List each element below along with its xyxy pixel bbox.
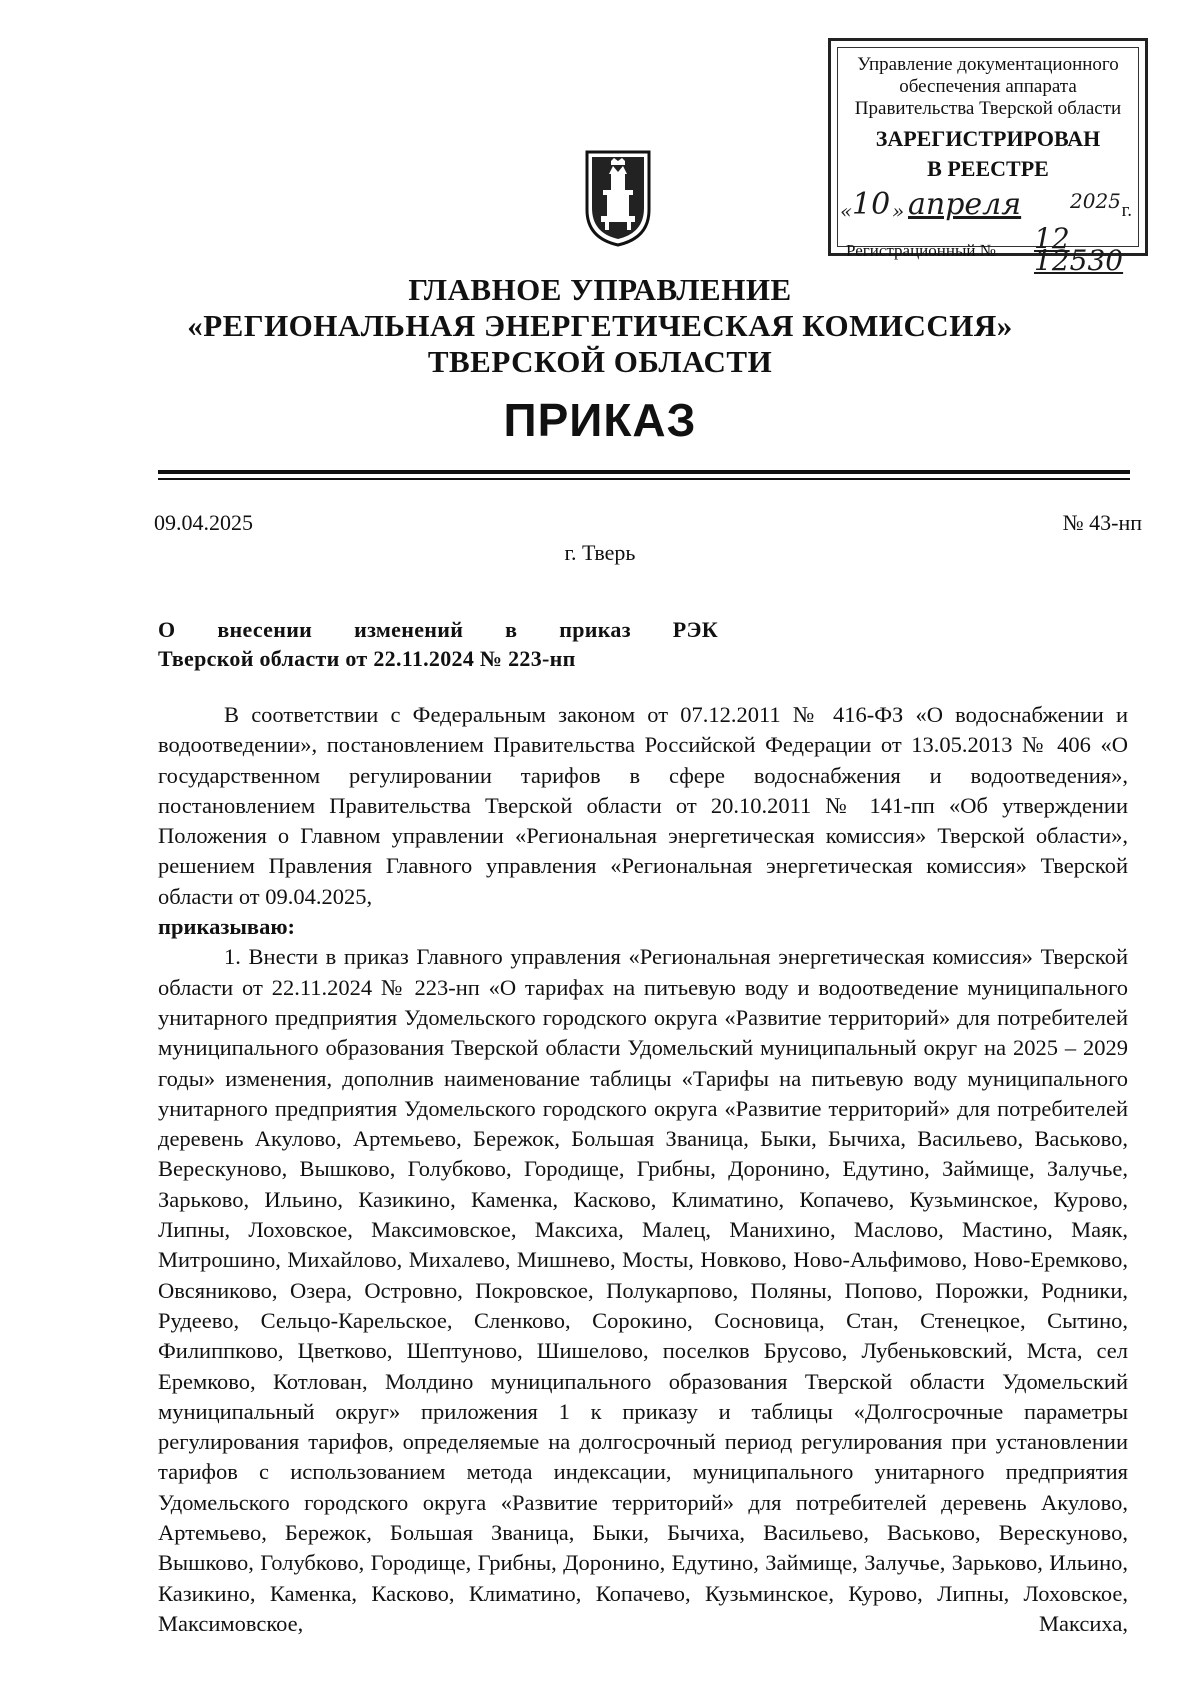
stamp-line-1: Управление документационного	[857, 54, 1119, 75]
body-preamble: В соответствии с Федеральным законом от 07.12.2011 № 416-ФЗ «О водоснабжении и водоотведении», постановлением Правительства Российской Федерации от 13.05.2013 № 406 «О государственном регулировании тарифов в сфере водоснабжения и водоотведения», постановлением Правительства Тверской области от 20.10.2011 № 141-пп «Об утверждении Положения о Главном управлении «Региональная энергетическая комиссия» Тверской области», решением Правления Главного управления «Региональная энергетическая комиссия» Тверской области от 09.04.2025,	[158, 702, 1128, 909]
stamp-reg-number: 12 12530	[1034, 222, 1124, 277]
document-body	[158, 700, 1128, 1639]
body-item-1: 1. Внести в приказ Главного управления «Региональная энергетическая комиссия» Тверской области от 22.11.2024 № 223-нп «О тарифах на питьевую воду и водоотведение муниципального унитарного предприятия Удомельского городского округа «Развитие территорий» для потребителей муниципального образования Тверской области Удомельский муниципальный округ на 2025 – 2029 годы» изменения, дополнив наименование таблицы «Тарифы на питьевую воду муниципального унитарного предприятия Удомельского городского округа «Развитие территорий» для потребителей деревень Акулово, Артемьево, Бережок, Большая Званица, Быки, Бычиха, Васильево, Васьково, Верескуново, Вышково, Голубково, Городище, Грибны, Доронино, Едутино, Займище, Залучье, Зарьково, Ильино, Казикино, Каменка, Касково, Климатино, Копачево, Кузьминское, Курово, Липны, Лоховское, Максимовское, Максиха, Малец, Манихино, Маслово, Мастино, Маяк, Митрошино, Михайлово, Михалево, Мишнево, Мосты, Новково, Ново-Альфимово, Ново-Еремково, Овсяниково, Озера, Островно, Покровское, Полукарпово, Поляны, Попово, Порожки, Родники, Рудеево, Сельцо-Карельское, Сленково, Сорокино, Сосновица, Стан, Стенецкое, Сытино, Филиппково, Цветково, Шептуново, Шишелово, поселков Брусово, Лубеньковский, Мста, сел Еремково, Котлован, Молдино муниципального образования Тверской области Удомельский муниципальный округ» приложения 1 к приказу и таблицы «Долгосрочные параметры регулирования тарифов, определяемые на долгосрочный период регулирования при установлении тарифов с использованием метода индексации, муниципального унитарного предприятия Удомельского городского округа «Развитие территорий» для потребителей деревень Акулово, Артемьево, Бережок, Большая Званица, Быки, Бычиха, Васильево, Васьково, Верескуново, Вышково, Голубково, Городище, Грибны, Доронино, Едутино, Займище, Залучье, Зарьково, Ильино, Казикино, Каменка, Касково, Климатино, Копачево, Кузьминское, Курово, Липны, Лоховское, Максимовское, Максиха,	[158, 944, 1128, 1636]
stamp-registration-number	[838, 222, 1138, 277]
stamp-line-3: Правительства Тверской области	[854, 98, 1122, 119]
registration-stamp	[828, 38, 1148, 277]
stamp-reg-label: Регистрационный №	[846, 241, 996, 260]
stamp-date-open-quote: «	[840, 199, 853, 223]
stamp-date-day: 10	[852, 187, 891, 222]
body-order-word: приказываю:	[158, 914, 296, 940]
subject-line-1: О внесении изменений в приказ РЭК	[158, 617, 718, 642]
stamp-date-month: апреля	[908, 187, 1022, 222]
subject-line-2: Тверской области от 22.11.2024 № 223-нп	[158, 646, 576, 671]
stamp-inner-frame	[837, 47, 1139, 277]
document-number: № 43-нп	[1062, 510, 1142, 535]
header-line-1: ГЛАВНОЕ УПРАВЛЕНИЕ	[408, 272, 792, 307]
header-divider-thin	[158, 478, 1130, 480]
stamp-date-year: 2025	[1070, 189, 1121, 213]
stamp-date-close-quote: »	[892, 199, 905, 223]
stamp-line-2: обеспечения аппарата	[899, 76, 1077, 97]
document-date: 09.04.2025	[154, 510, 253, 535]
stamp-registered-2: В РЕЕСТРЕ	[927, 156, 1049, 181]
header-divider-thick	[158, 470, 1130, 474]
header-line-2: «РЕГИОНАЛЬНАЯ ЭНЕРГЕТИЧЕСКАЯ КОМИССИЯ»	[187, 308, 1013, 343]
stamp-date	[838, 188, 1138, 228]
document-city: г. Тверь	[564, 540, 636, 565]
header-line-3: ТВЕРСКОЙ ОБЛАСТИ	[427, 344, 773, 379]
document-subject	[158, 615, 718, 673]
stamp-date-year-suffix: г.	[1121, 200, 1132, 221]
stamp-registered-1: ЗАРЕГИСТРИРОВАН	[875, 126, 1101, 151]
document-type-title: ПРИКАЗ	[503, 394, 697, 446]
tver-coat-of-arms-icon	[583, 148, 653, 248]
